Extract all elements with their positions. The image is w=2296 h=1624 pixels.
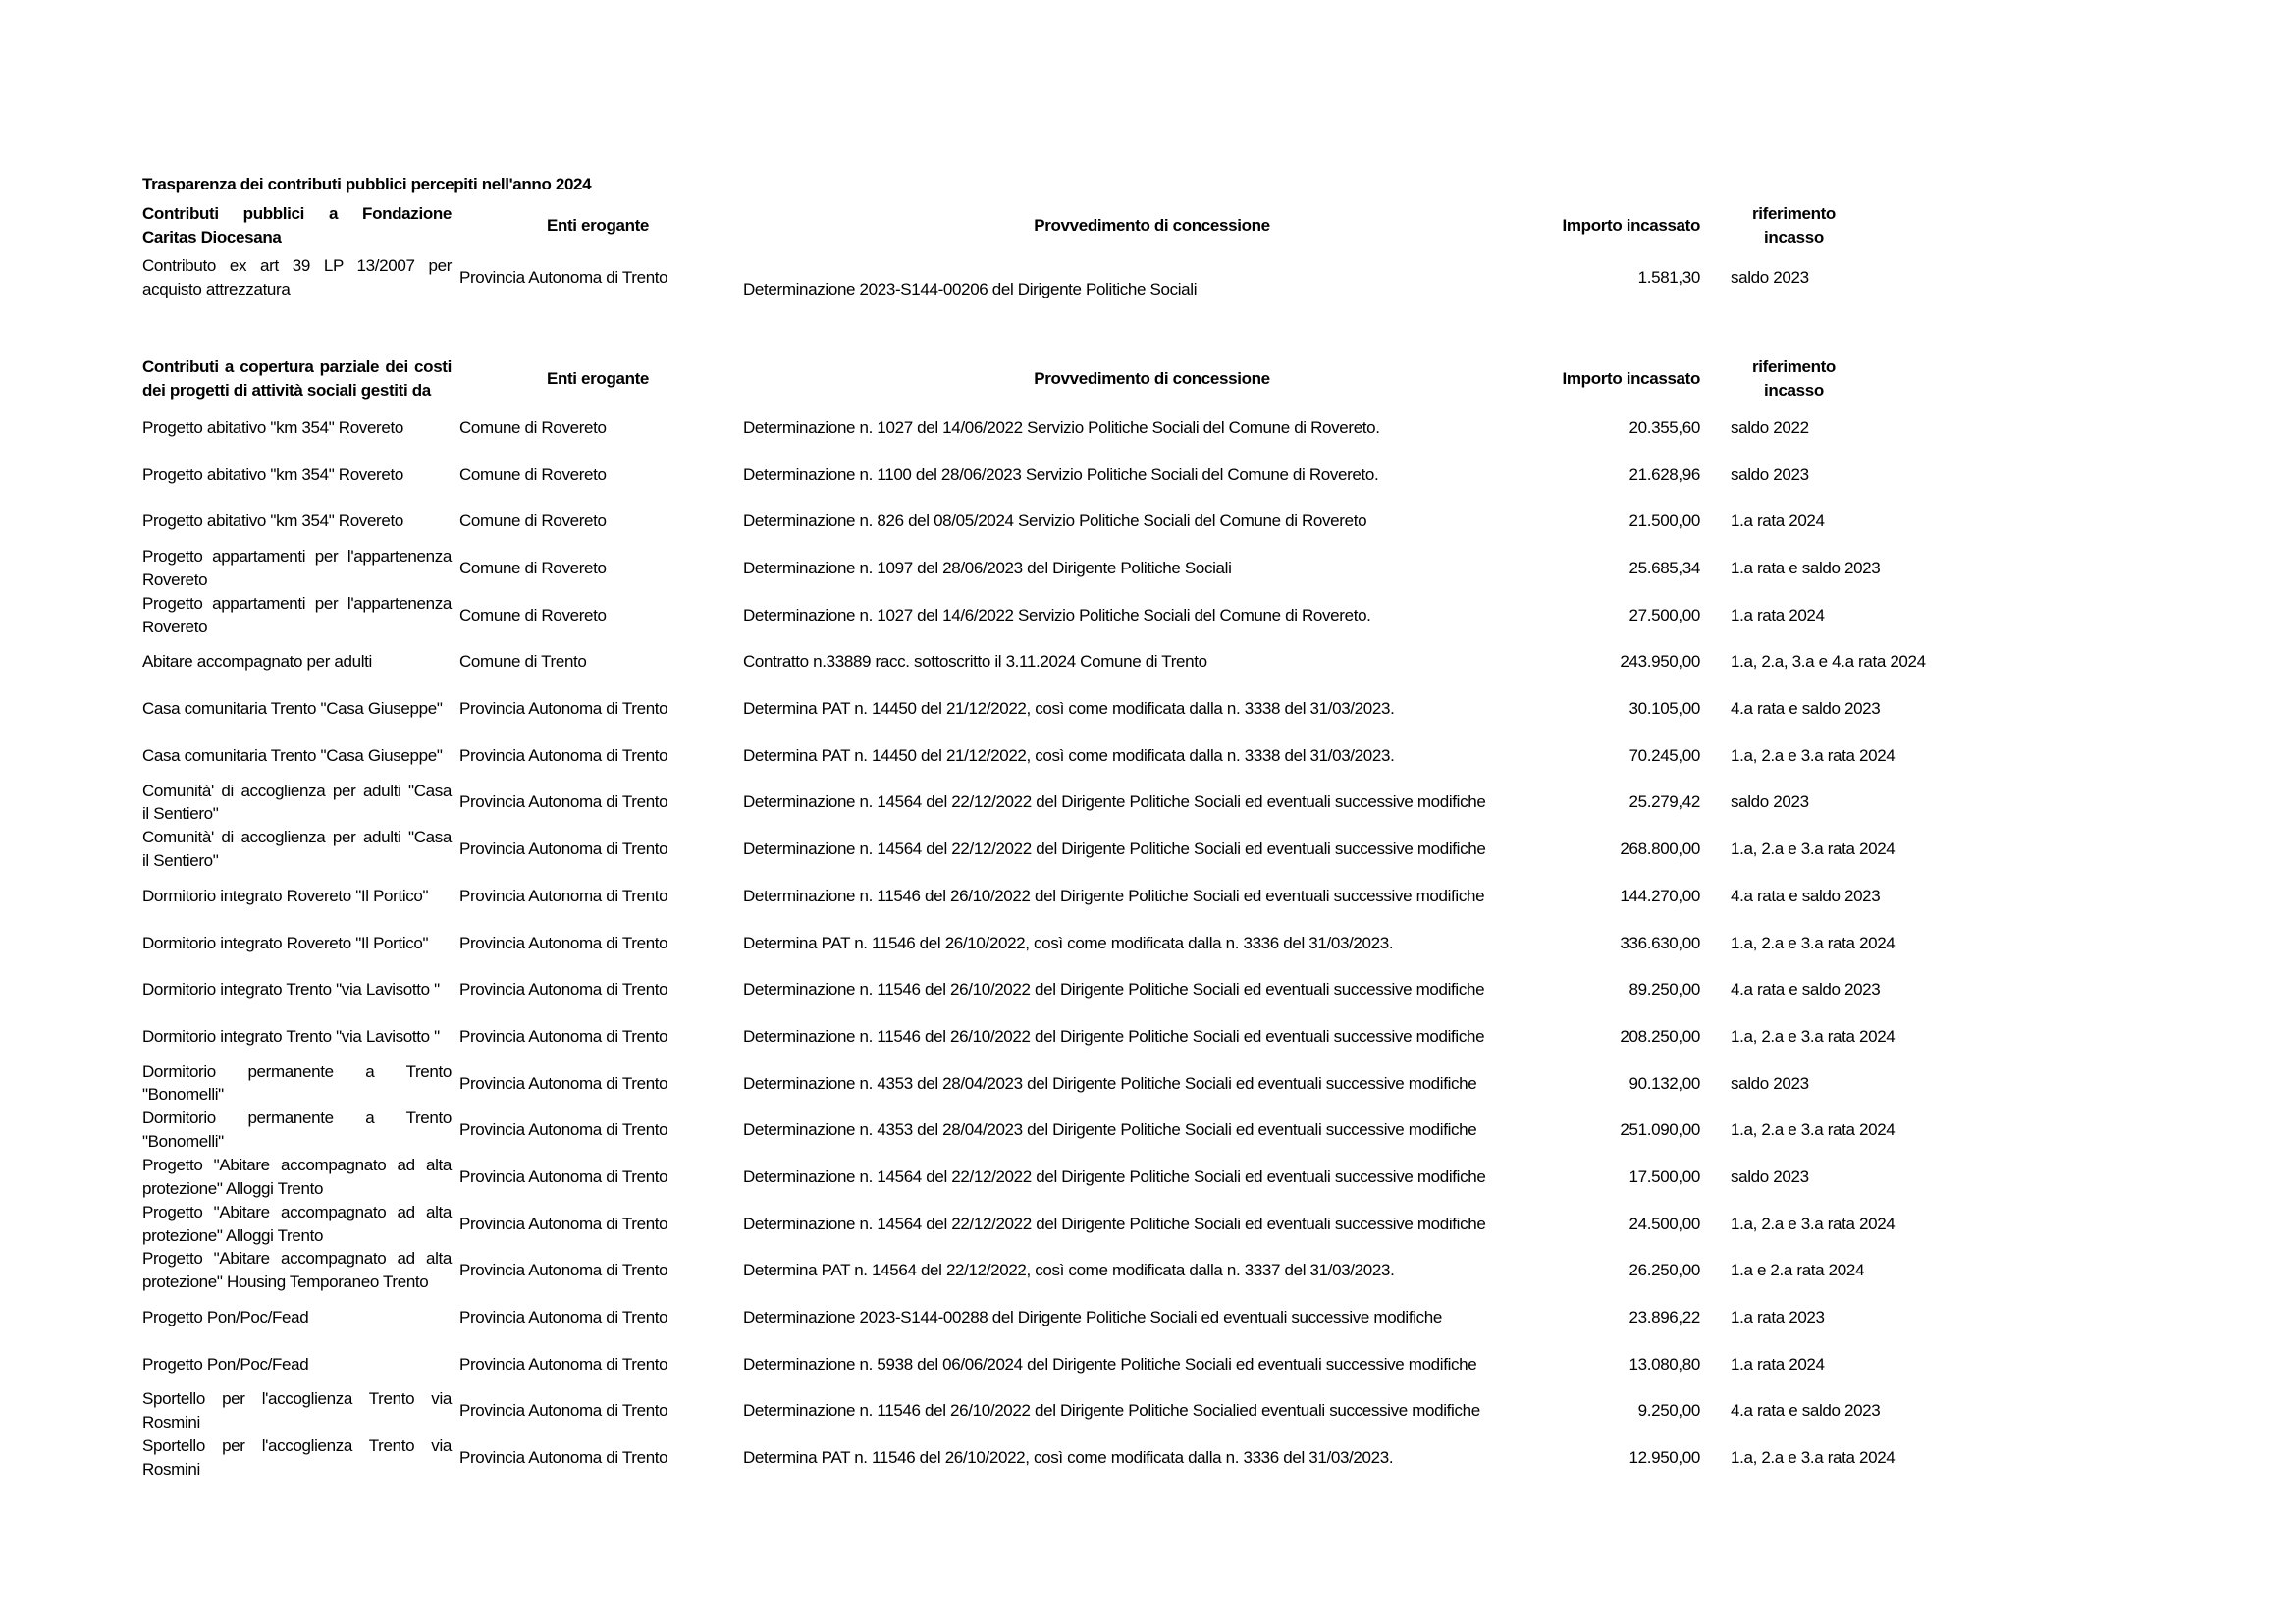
cell-ente: Provincia Autonoma di Trento [459, 792, 668, 812]
cell-provvedimento: Determinazione 2023-S144-00206 del Dirigente Politiche Sociali [743, 280, 1198, 299]
cell-importo: 90.132,00 [1629, 1073, 1700, 1093]
cell-riferimento: 1.a, 2.a e 3.a rata 2024 [1731, 1448, 1896, 1468]
table-row [142, 1060, 1924, 1108]
cell-importo: 25.279,42 [1629, 792, 1700, 812]
cell-riferimento: 1.a, 2.a, 3.a e 4.a rata 2024 [1731, 652, 1926, 672]
cell-ente: Provincia Autonoma di Trento [459, 1073, 668, 1093]
cell-beneficiario: Dormitorio permanente a Trento "Bonomelli" [142, 1109, 452, 1152]
cell-provvedimento: Determinazione n. 826 del 08/05/2024 Servizio Politiche Sociali del Comune di Rovereto [743, 512, 1367, 531]
column-header-riferimento-line1: riferimento [1752, 204, 1836, 224]
table-row [142, 545, 1924, 592]
cell-ente: Comune di Rovereto [459, 417, 607, 437]
section1-row-header-label: Contributi pubblici a Fondazione Caritas Diocesana [142, 204, 452, 246]
cell-beneficiario: Progetto abitativo "km 354" Rovereto [142, 417, 403, 437]
cell-provvedimento: Determinazione n. 1100 del 28/06/2023 Servizio Politiche Sociali del Comune di Rovereto. [743, 464, 1379, 484]
cell-riferimento: 4.a rata e saldo 2023 [1731, 699, 1881, 719]
table-row [142, 1341, 1924, 1388]
cell-ente: Comune di Rovereto [459, 464, 607, 484]
cell-importo: 23.896,22 [1629, 1308, 1700, 1326]
column-header-riferimento-line2: incasso [1764, 228, 1824, 246]
section1-header-row [142, 200, 1924, 251]
column-header-riferimento [1703, 200, 1924, 251]
cell-riferimento: saldo 2023 [1731, 1073, 1809, 1093]
table-row [142, 1387, 1924, 1435]
cell-provvedimento: Determinazione n. 4353 del 28/04/2023 del Dirigente Politiche Sociali ed eventuali successive modifiche [743, 1120, 1477, 1140]
cell-riferimento: saldo 2023 [1731, 268, 1809, 288]
section2-table [142, 353, 1924, 1482]
cell-ente: Provincia Autonoma di Trento [459, 1166, 668, 1186]
cell-beneficiario: Progetto appartamenti per l'appartenenza Rovereto [142, 593, 452, 636]
cell-riferimento: saldo 2023 [1731, 1166, 1809, 1186]
cell-importo: 12.950,00 [1629, 1448, 1700, 1468]
cell-ente: Provincia Autonoma di Trento [459, 745, 668, 765]
cell-provvedimento: Determinazione n. 14564 del 22/12/2022 del Dirigente Politiche Sociali ed eventuali successive modifiche [743, 1214, 1486, 1233]
cell-importo: 20.355,60 [1629, 417, 1700, 437]
table-row [142, 1435, 1924, 1482]
table-row [142, 1201, 1924, 1248]
cell-provvedimento: Determinazione 2023-S144-00288 del Dirigente Politiche Sociali ed eventuali successive modifiche [743, 1308, 1442, 1326]
cell-provvedimento: Determina PAT n. 14450 del 21/12/2022, così come modificata dalla n. 3338 del 31/03/2023. [743, 745, 1395, 765]
cell-provvedimento: Contratto n.33889 racc. sottoscritto il 3.11.2024 Comune di Trento [743, 652, 1207, 672]
cell-riferimento: 1.a e 2.a rata 2024 [1731, 1261, 1865, 1280]
cell-provvedimento: Determinazione n. 1027 del 14/06/2022 Servizio Politiche Sociali del Comune di Rovereto. [743, 417, 1380, 437]
cell-importo: 30.105,00 [1629, 699, 1700, 719]
cell-riferimento: 1.a rata 2024 [1731, 1354, 1825, 1374]
table-row [142, 638, 1924, 685]
cell-beneficiario: Progetto appartamenti per l'appartenenza Rovereto [142, 547, 452, 589]
column-header-importo: Importo incassato [1562, 369, 1700, 389]
cell-provvedimento: Determinazione n. 11546 del 26/10/2022 del Dirigente Politiche Sociali ed eventuali successive modifiche [743, 980, 1485, 1000]
table-row [142, 498, 1924, 545]
cell-beneficiario: Progetto "Abitare accompagnato ad alta protezione" Alloggi Trento [142, 1156, 452, 1198]
cell-ente: Provincia Autonoma di Trento [459, 1354, 668, 1374]
cell-importo: 25.685,34 [1629, 559, 1700, 577]
cell-importo: 13.080,80 [1629, 1354, 1700, 1374]
cell-riferimento: saldo 2023 [1731, 464, 1809, 484]
cell-ente: Comune di Rovereto [459, 605, 607, 624]
cell-riferimento: saldo 2023 [1731, 792, 1809, 812]
cell-riferimento: 1.a rata 2024 [1731, 605, 1825, 624]
cell-provvedimento: Determinazione n. 5938 del 06/06/2024 del Dirigente Politiche Sociali ed eventuali successive modifiche [743, 1354, 1477, 1374]
cell-importo: 208.250,00 [1620, 1026, 1700, 1046]
cell-importo: 9.250,00 [1637, 1401, 1700, 1421]
cell-riferimento: 1.a rata 2023 [1731, 1308, 1825, 1326]
column-header-riferimento-line2: incasso [1764, 381, 1824, 400]
cell-riferimento: 1.a, 2.a e 3.a rata 2024 [1731, 745, 1896, 765]
cell-ente: Provincia Autonoma di Trento [459, 1120, 668, 1140]
cell-beneficiario: Comunità' di accoglienza per adulti "Casa il Sentiero" [142, 828, 452, 871]
cell-riferimento: 1.a rata e saldo 2023 [1731, 559, 1881, 577]
cell-ente: Provincia Autonoma di Trento [459, 1214, 668, 1233]
cell-provvedimento: Determinazione n. 11546 del 26/10/2022 del Dirigente Politiche Sociali ed eventuali successive modifiche [743, 886, 1485, 905]
cell-ente: Provincia Autonoma di Trento [459, 1401, 668, 1421]
cell-riferimento: 1.a, 2.a e 3.a rata 2024 [1731, 1120, 1896, 1140]
section1-table [142, 200, 1924, 304]
cell-ente: Provincia Autonoma di Trento [459, 1026, 668, 1046]
column-header-riferimento [1703, 353, 1924, 405]
table-row [142, 452, 1924, 499]
cell-provvedimento: Determina PAT n. 14450 del 21/12/2022, così come modificata dalla n. 3338 del 31/03/2023. [743, 699, 1395, 719]
cell-riferimento: saldo 2022 [1731, 417, 1809, 437]
table-row [142, 251, 1924, 304]
cell-provvedimento: Determinazione n. 1027 del 14/6/2022 Servizio Politiche Sociali del Comune di Rovereto. [743, 605, 1371, 624]
cell-importo: 27.500,00 [1629, 605, 1700, 624]
cell-provvedimento: Determinazione n. 14564 del 22/12/2022 del Dirigente Politiche Sociali ed eventuali successive modifiche [743, 839, 1486, 859]
cell-ente: Provincia Autonoma di Trento [459, 268, 668, 288]
cell-beneficiario: Progetto abitativo "km 354" Rovereto [142, 512, 403, 531]
column-header-enti: Enti erogante [546, 216, 650, 236]
cell-beneficiario: Sportello per l'accoglienza Trento via Rosmini [142, 1436, 452, 1479]
column-header-provvedimento: Provvedimento di concessione [1034, 216, 1270, 236]
cell-beneficiario: Progetto Pon/Poc/Fead [142, 1354, 309, 1374]
table-row [142, 405, 1924, 452]
table-row [142, 1247, 1924, 1294]
cell-importo: 144.270,00 [1620, 886, 1700, 905]
cell-beneficiario: Abitare accompagnato per adulti [142, 652, 372, 672]
cell-beneficiario: Progetto "Abitare accompagnato ad alta protezione" Alloggi Trento [142, 1202, 452, 1245]
cell-importo: 17.500,00 [1629, 1166, 1700, 1186]
cell-importo: 89.250,00 [1629, 980, 1700, 1000]
table-row [142, 732, 1924, 780]
cell-riferimento: 4.a rata e saldo 2023 [1731, 980, 1881, 1000]
cell-importo: 21.500,00 [1629, 512, 1700, 531]
cell-importo: 243.950,00 [1620, 652, 1700, 672]
cell-riferimento: 1.a, 2.a e 3.a rata 2024 [1731, 1214, 1896, 1233]
cell-provvedimento: Determinazione n. 4353 del 28/04/2023 del Dirigente Politiche Sociali ed eventuali successive modifiche [743, 1073, 1477, 1093]
cell-provvedimento: Determina PAT n. 11546 del 26/10/2022, così come modificata dalla n. 3336 del 31/03/2023. [743, 1448, 1394, 1468]
cell-beneficiario: Progetto "Abitare accompagnato ad alta protezione" Housing Temporaneo Trento [142, 1249, 452, 1292]
cell-ente: Comune di Trento [459, 652, 587, 672]
cell-riferimento: 1.a, 2.a e 3.a rata 2024 [1731, 839, 1896, 859]
table-row [142, 920, 1924, 967]
column-header-provvedimento: Provvedimento di concessione [1034, 369, 1270, 389]
column-header-importo: Importo incassato [1562, 216, 1700, 236]
cell-riferimento: 4.a rata e saldo 2023 [1731, 1401, 1881, 1421]
cell-importo: 336.630,00 [1620, 933, 1700, 952]
cell-importo: 70.245,00 [1629, 745, 1700, 765]
table-row [142, 1154, 1924, 1201]
table-row [142, 592, 1924, 639]
column-header-riferimento-line1: riferimento [1752, 357, 1836, 377]
cell-ente: Comune di Rovereto [459, 559, 607, 577]
cell-riferimento: 1.a, 2.a e 3.a rata 2024 [1731, 933, 1896, 952]
cell-provvedimento: Determinazione n. 14564 del 22/12/2022 del Dirigente Politiche Sociali ed eventuali successive modifiche [743, 1166, 1486, 1186]
cell-ente: Provincia Autonoma di Trento [459, 1261, 668, 1280]
cell-riferimento: 1.a rata 2024 [1731, 512, 1825, 531]
cell-ente: Provincia Autonoma di Trento [459, 1308, 668, 1326]
cell-ente: Comune di Rovereto [459, 512, 607, 531]
cell-ente: Provincia Autonoma di Trento [459, 699, 668, 719]
document-content [142, 173, 2007, 1482]
cell-beneficiario: Sportello per l'accoglienza Trento via Rosmini [142, 1389, 452, 1433]
table-row [142, 873, 1924, 920]
cell-ente: Provincia Autonoma di Trento [459, 886, 668, 905]
column-header-enti: Enti erogante [546, 369, 650, 389]
cell-importo: 268.800,00 [1620, 839, 1700, 859]
cell-provvedimento: Determina PAT n. 14564 del 22/12/2022, così come modificata dalla n. 3337 del 31/03/2023. [743, 1261, 1395, 1280]
cell-beneficiario: Progetto Pon/Poc/Fead [142, 1308, 309, 1326]
cell-riferimento: 1.a, 2.a e 3.a rata 2024 [1731, 1026, 1896, 1046]
cell-importo: 21.628,96 [1629, 464, 1700, 484]
table-row [142, 780, 1924, 827]
table-row [142, 685, 1924, 732]
cell-provvedimento: Determinazione n. 11546 del 26/10/2022 del Dirigente Politiche Sociali ed eventuali successive modifiche [743, 1026, 1485, 1046]
cell-beneficiario: Contributo ex art 39 LP 13/2007 per acquisto attrezzatura [142, 256, 452, 298]
cell-beneficiario: Progetto abitativo "km 354" Rovereto [142, 464, 403, 484]
section2-header-row [142, 353, 1924, 405]
cell-riferimento: 4.a rata e saldo 2023 [1731, 886, 1881, 905]
cell-provvedimento: Determina PAT n. 11546 del 26/10/2022, così come modificata dalla n. 3336 del 31/03/2023. [743, 933, 1394, 952]
cell-beneficiario: Dormitorio integrato Trento "via Lavisotto " [142, 980, 440, 1000]
table-row [142, 1294, 1924, 1341]
table-row [142, 966, 1924, 1013]
cell-provvedimento: Determinazione n. 14564 del 22/12/2022 del Dirigente Politiche Sociali ed eventuali successive modifiche [743, 792, 1486, 812]
cell-beneficiario: Dormitorio integrato Rovereto "Il Portico" [142, 886, 429, 905]
cell-beneficiario: Dormitorio integrato Rovereto "Il Portico" [142, 933, 429, 952]
table-row [142, 826, 1924, 873]
cell-ente: Provincia Autonoma di Trento [459, 980, 668, 1000]
page-title: Trasparenza dei contributi pubblici percepiti nell'anno 2024 [142, 175, 592, 193]
cell-importo: 1.581,30 [1637, 268, 1700, 288]
cell-importo: 24.500,00 [1629, 1214, 1700, 1233]
cell-beneficiario: Casa comunitaria Trento "Casa Giuseppe" [142, 699, 443, 719]
cell-provvedimento: Determinazione n. 11546 del 26/10/2022 del Dirigente Politiche Socialied eventuali successive modifiche [743, 1401, 1480, 1421]
cell-beneficiario: Casa comunitaria Trento "Casa Giuseppe" [142, 745, 443, 765]
cell-ente: Provincia Autonoma di Trento [459, 933, 668, 952]
cell-beneficiario: Comunità' di accoglienza per adulti "Casa il Sentiero" [142, 781, 452, 824]
cell-importo: 251.090,00 [1620, 1120, 1700, 1140]
cell-importo: 26.250,00 [1629, 1261, 1700, 1280]
cell-beneficiario: Dormitorio permanente a Trento "Bonomelli" [142, 1061, 452, 1105]
section2-row-header-label: Contributi a copertura parziale dei costi dei progetti di attività sociali gestiti da [142, 357, 452, 400]
cell-ente: Provincia Autonoma di Trento [459, 839, 668, 859]
cell-beneficiario: Dormitorio integrato Trento "via Lavisotto " [142, 1026, 440, 1046]
cell-provvedimento: Determinazione n. 1097 del 28/06/2023 del Dirigente Politiche Sociali [743, 559, 1232, 577]
cell-ente: Provincia Autonoma di Trento [459, 1448, 668, 1468]
table-row [142, 1013, 1924, 1060]
table-row [142, 1107, 1924, 1154]
